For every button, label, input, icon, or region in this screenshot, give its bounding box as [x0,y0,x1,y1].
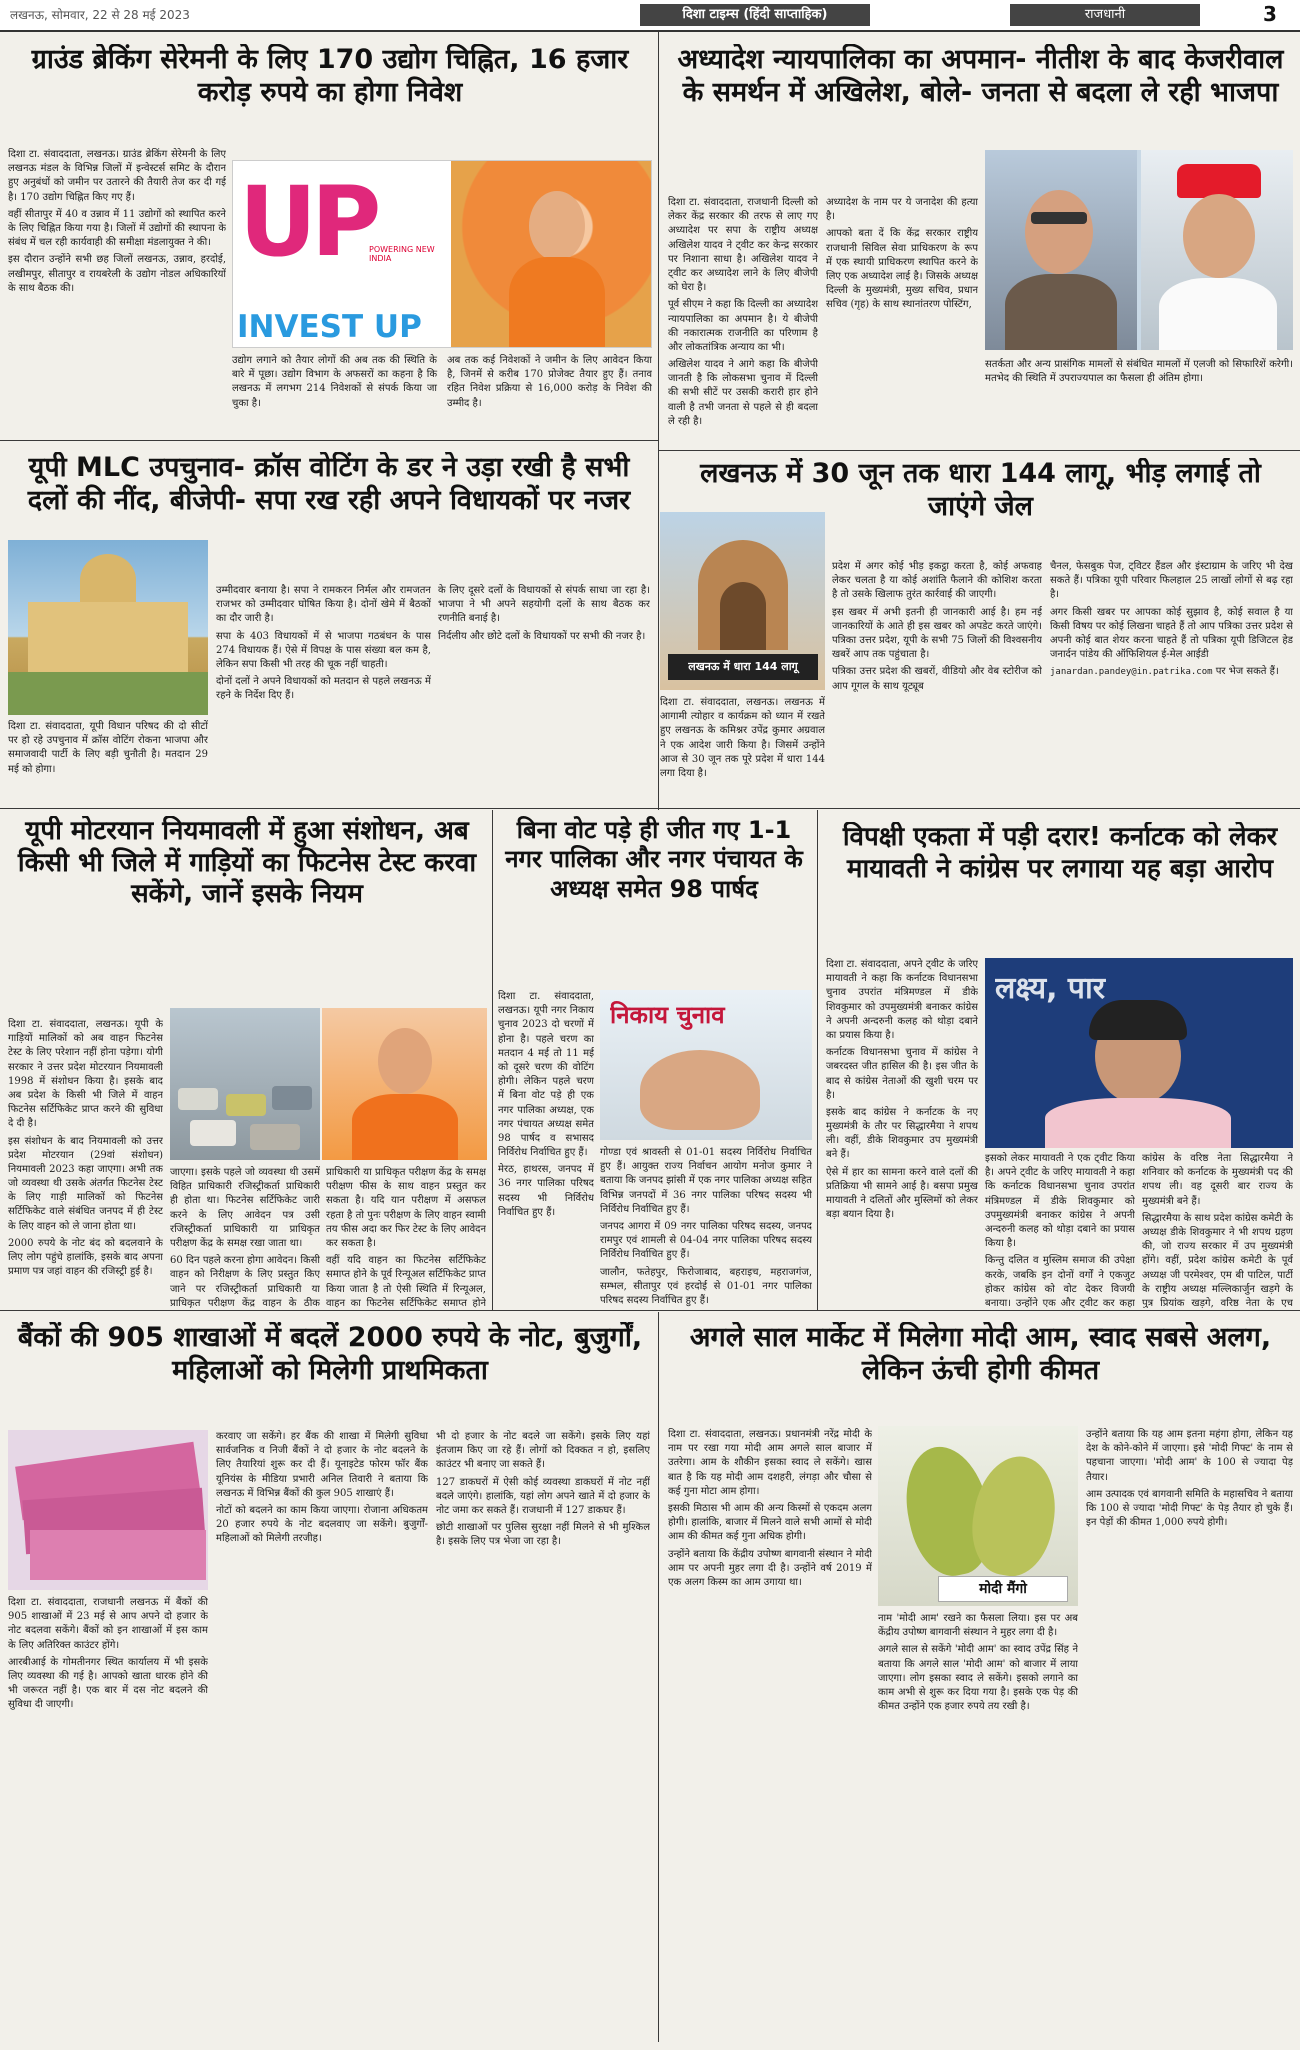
nikay-headline: बिना वोट पड़े ही जीत गए 1-1 नगर पालिका और नगर पंचायत के अध्यक्ष समेत 98 पार्षद [505,816,803,903]
nikay-body-col1: दिशा टा. संवाददाता, लखनऊ। यूपी नगर निकाय चुनाव 2023 दो चरणों में होना है। पहले चरण का मतदान 4 मई तो 11 मई को दूसरे चरण की वोटिंग होगी। लेकिन पहले चरण में बिना वोट पड़े ही एक नगर पालिका अध्यक्ष, एक नगर पंचायत अध्यक्ष समेत 98 पार्षद व सभासद निर्विरोध निर्वाचित हुए हैं। मेरठ, हाथरस, जनपद में 36 नगर पालिका परिषद सदस्य भी निर्विरोध निर्वाचित हुए हैं। [498,991,594,1218]
mlc-body-col1: दिशा टा. संवाददाता, यूपी विधान परिषद की दो सीटों पर हो रहे उपचुनाव में क्रॉस वोटिंग रोकना भाजपा और समाजवादी पार्टी के लिए बड़ी चुनौती है। मतदान 29 मई को होगा। [8,721,208,775]
page-header [0,0,1300,32]
invest-body-col1: दिशा टा. संवाददाता, लखनऊ। ग्राउंड ब्रेकिंग सेरेमनी के लिए लखनऊ मंडल के विभिन्न जिलों में इन्वेस्टर्स समिट के दौरान हुए अनुबंधों को जमीन पर उतारने की तैयारी तेज कर दी गई है। 170 उद्योग चिह्नित किए गए हैं। वहीं सीतापुर में 40 व उन्नाव में 11 उद्योगों को स्थापित करने के लिए चिह्नित किया गया है। जिलों में उद्योगों की स्थापना के संबंध में चल रही कार्यवाही की समीक्षा मंडलायुक्त ने की। इस दौरान उन्होंने सभी छह जिलों लखनऊ, उन्नाव, हरदोई, लखीमपुर, सीतापुर व रायबरेली के उद्योग नोडल अधिकारियों के साथ बैठक की। [8,149,226,294]
invest-up-wordmark: INVEST UP [237,309,422,345]
motor-headline: यूपी मोटरयान नियमावली में हुआ संशोधन, अब किसी भी जिले में गाड़ियों का फिटनेस टेस्ट करवा सकेंगे, जानें इसके नियम [17,816,477,910]
dateline-strip: लखनऊ, सोमवार, 22 से 28 मई 2023 [10,8,190,22]
kejriwal-akhilesh-photo [985,150,1293,350]
page-number: 3 [1263,2,1277,26]
mango-body-col1: दिशा टा. संवाददाता, लखनऊ। प्रधानमंत्री नरेंद्र मोदी के नाम पर रखा गया मोदी आम अगले साल बाजार में उतरेगा। आम के शौकीन इसका स्वाद ले सकेंगे। खास बात है कि यह मोदी आम दशहरी, लंगड़ा और चौसा से कई गुना मोटा आम होगा। इसकी मिठास भी आम की अन्य किस्मों से एकदम अलग होगी। हालांकि, बाजार में मिलने वाले सभी आमों से मोदी आम की कीमत कई गुना अधिक होगी। उन्होंने बताया कि केंद्रीय उपोष्ण बागवानी संस्थान ने मोदी आम पर अपनी मुहर लगा दी है। उन्होंने वर्ष 2019 में एक अलग किस्म का आम उगाया था। [668,1429,872,1588]
section-box [1010,4,1200,26]
invest-headline: ग्राउंड ब्रेकिंग सेरेमनी के लिए 170 उद्योग चिह्नित, 16 हजार करोड़ रुपये का होगा निवेश [31,44,629,108]
section-title: राजधानी [1084,7,1126,22]
bank-body-col3: भी दो हजार के नोट बदले जा सकेंगे। इसके लिए यहां इंतजाम किए जा रहे हैं। लोगों को दिक्कत न हो, इसलिए काउंटर भी बनाए जा सकते हैं। 127 डाकघरों में ऐसी कोई व्यवस्था डाकघरों में नोट नहीं बदले जाएंगे। हालांकि, यहां लोग अपने खाते में दो हजार के नोट जमा कर सकते हैं। राजधानी में 127 डाकघर हैं। छोटी शाखाओं पर पुलिस सुरक्षा नहीं मिलने से भी मुश्किल है। इसके लिए पत्र भेजा जा रहा है। [436,1431,650,1548]
mayawati-photo [985,958,1293,1148]
divider-mid-center [658,450,659,810]
modi-mango-photo [878,1426,1078,1606]
akhilesh-body-col2: अध्यादेश के नाम पर ये जनादेश की हत्या है। आपको बता दें कि केंद्र सरकार राष्ट्रीय राजधानी सिविल सेवा प्राधिकरण के रूप में एक स्थायी प्राधिकरण स्थापित करने के लिए एक अध्यादेश लाई है। जिसके अध्यक्ष दिल्ली के मुख्यमंत्री, मुख्य सचिव, प्रधान सचिव (गृह) के साथ स्थानांतरण पोस्टिंग, [826,197,978,311]
nikay-photo-text: निकाय चुनाव [610,1001,725,1029]
section144-headline: लखनऊ में 30 जून तक धारा 144 लागू, भीड़ लगाई तो जाएंगे जेल [700,458,1261,522]
mango-body-col2: नाम 'मोदी आम' रखने का फैसला लिया। इस पर अब केंद्रीय उपोष्ण बागवानी संस्थान ने मुहर लगा दी है। अगले साल से सकेंगे 'मोदी आम' का स्वाद उपेंद्र सिंह ने बताया कि अगले साल 'मोदी आम' को बाजार में लाया जाएगा। लोग इसका स्वाद ले सकेंगे। इसको लगाने का काम अभी से शुरू कर दिया गया है। इसके एक पेड़ की कीमत उन्होंने एक हजार रुपये तय रखी है। [878,1613,1078,1713]
traffic-photo [170,1008,320,1160]
divider-row2 [0,808,1300,809]
mango-body-col3: उन्होंने बताया कि यह आम इतना महंगा होगा, लेकिन यह देश के कोने-कोने में जाएगा। इसे 'मोदी गिफ्ट' के नाम से पहचाना जाएगा। 'मोदी आम' के 100 से ज्यादा पेड़ तैयार। आम उत्पादक एवं बागवानी समिति के महासचिव ने बताया कि 100 से ज्यादा 'मोदी गिफ्ट' के पेड़ तैयार हो चुके हैं। इन पेड़ों की कीमत 1,000 रुपये होगी। [1086,1429,1293,1529]
mayawati-body-col3: कांग्रेस के वरिष्ठ नेता सिद्धारमैया ने शनिवार को कर्नाटक के मुख्यमंत्री पद की शपथ ली। वह दूसरी बार राज्य के मुख्यमंत्री बने हैं। सिद्धारमैया के साथ प्रदेश कांग्रेस कमेटी के अध्यक्ष डीके शिवकुमार ने भी शपथ ग्रहण की, जो राज्य सरकार में उप मुख्यमंत्री होंगे। वहीं, प्रदेश कांग्रेस कमेटी के पूर्व अध्यक्ष जी परमेश्वर, एम बी पाटिल, पार्टी के राष्ट्रीय अध्यक्ष मल्लिकार्जुन खड़गे के पुत्र प्रियांक खड़गे, वरिष्ठ नेता के एच [1142,1153,1293,1308]
section144-photo-caption: लखनऊ में धारा 144 लागू [668,654,818,680]
rumi-darwaza-photo [660,512,825,690]
motor-body-col3: प्राधिकारी या प्राधिकृत परीक्षण केंद्र के समक्ष परीक्षण फीस के साथ वाहन प्रस्तुत कर सकता है। यदि यान परीक्षण में असफल रहता है तो पुनः परीक्षण के लिए वाहन स्वामी तय फीस अदा कर फिर टेस्ट के लिए आवेदन कर सकता है। वहीं यदि वाहन का फिटनेस सर्टिफिकेट समाप्त होने के पूर्व रिन्यूअल सर्टिफिकेट प्राप्त किया जाता है तो ऐसी स्थिति में रिन्यूअल, वाहन का फिटनेस सर्टिफिकेट समाप्त होने [326,1167,486,1308]
divider-row1 [0,440,658,441]
mlc-body-col3: के लिए दूसरे दलों के विधायकों से संपर्क साधा जा रहा है। भाजपा ने भी अपने सहयोगी दलों के साथ बैठक कर रणनीति बनाई है। निर्दलीय और छोटे दलों के विधायकों पर सभी की नजर है। [438,585,650,642]
akhilesh-body-col1: दिशा टा. संवाददाता, राजधानी दिल्ली को लेकर केंद्र सरकार की तरफ से लाए गए अध्यादेश पर सपा के राष्ट्रीय अध्यक्ष अखिलेश यादव ने ट्वीट कर केन्द्र सरकार पर निशाना साधा है। अखिलेश यादव ने ट्वीट कर अध्यादेश लाने के लिए बीजेपी को घेरा है। पूर्व सीएम ने कहा कि दिल्ली का अध्यादेश न्यायपालिका का अपमान है। ये बीजेपी की नकारात्मक राजनीति का परिणाम है और लोकतांत्रिक अन्याय का भी। अखिलेश यादव ने आगे कहा कि बीजेपी जानती है कि लोकसभा चुनाव में दिल्ली की सभी सीटें पर उसकी करारी हार होने वाली है तभी जनता से पहले से ही बदला ले रही है। [668,197,818,427]
mlc-headline: यूपी MLC उपचुनाव- क्रॉस वोटिंग के डर ने उड़ा रखी है सभी दलों की नींद, बीजेपी- सपा रख रही अपने विधायकों पर नजर [27,452,631,516]
section144-body-col1: दिशा टा. संवाददाता, लखनऊ। लखनऊ में आगामी त्योहार व कार्यक्रम को ध्यान में रखते हुए लखनऊ के कमिश्नर उपेंद्र कुमार अग्रवाल ने एक आदेश जारी किया है। जिसमें उन्होंने आज से 30 जून तक पूरे प्रदेश में धारा 144 लगा दिया है। [660,697,825,779]
mayawati-body-col2: इसको लेकर मायावती ने एक ट्वीट किया है। अपने ट्वीट के जरिए मायावती ने कहा कि कर्नाटक विधानसभा चुनाव उपरांत मंत्रिमण्डल में डीके शिवकुमार को उपमुख्यमंत्री बनाकर कांग्रेस ने अपनी अन्दरुनी कलह को थोड़ा दबाने का प्रयास किया है। किन्तु दलित व मुस्लिम समाज की उपेक्षा करके, जबकि इन दोनों वर्गों ने एकजुट होकर कांग्रेस को वोट देकर विजयी बनाया। उन्होंने एक और ट्वीट कर कहा [985,1153,1135,1308]
mango-headline: अगले साल मार्केट में मिलेगा मोदी आम, स्वाद सबसे अलग, लेकिन ऊंची होगी कीमत [689,1322,1272,1386]
masthead-box [640,4,870,26]
mayawati-body-col1: दिशा टा. संवाददाता, अपने ट्वीट के जरिए मायावती ने कहा कि कर्नाटक विधानसभा चुनाव उपरांत मंत्रिमण्डल में डीके शिवकुमार को उपमुख्यमंत्री बनाकर कांग्रेस ने अपनी अन्दरुनी कलह को थोड़ा दबाने का प्रयास किया है। कर्नाटक विधानसभा चुनाव में कांग्रेस ने जबरदस्त जीत हासिल की है। इस जीत के बाद से कांग्रेस नेताओं की खुशी चरम पर है। इसके बाद कांग्रेस ने कर्नाटक के नए मुख्यमंत्री के तौर पर सिद्धारमैया ने शपथ ली। वहीं, डीके शिवकुमार उप मुख्यमंत्री बने हैं। ऐसे में हार का सामना करने वाले दलों की प्रतिक्रिया भी सामने आई है। बसपा प्रमुख मायावती ने दलितों और मुस्लिमों को लेकर बड़ा बयान दिया है। [826,959,978,1221]
divider-top-center [658,32,659,452]
invest-up-photo [232,160,652,348]
mayawati-headline: विपक्षी एकता में पड़ी दरार! कर्नाटक को लेकर मायावती ने कांग्रेस पर लगाया यह बड़ा आरोप [842,822,1278,884]
invest-up-logo [239,167,439,307]
akhilesh-body-col3: सतर्कता और अन्य प्रासंगिक मामलों से संबंधित मामलों में एलजी को सिफारिशें करेगी। मतभेद की स्थिति में उपराज्यपाल का फैसला ही अंतिम होगा। [985,359,1293,385]
divider-row3 [0,1310,1300,1311]
akhilesh-portrait [1141,150,1293,350]
currency-notes-photo [8,1430,208,1590]
up-logo-text: UP [239,167,376,278]
vidhan-bhavan-photo [8,540,208,715]
nikay-body-col2: गोण्डा एवं श्रावस्ती से 01-01 सदस्य निर्विरोध निर्वाचित हुए हैं। आयुक्त राज्य निर्वाचन आयोग मनोज कुमार ने बताया कि जनपद झांसी में एक नगर पालिका अध्यक्ष सहित विभिन्न जनपदों में 36 नगर पालिका परिषद सदस्य भी निर्विरोध निर्वाचित हुए हैं। जनपद आगरा में 09 नगर पालिका परिषद सदस्य, जनपद रामपुर एवं शामली से 04-04 नगर पालिका परिषद सदस्य निर्विरोध निर्वाचित हुए हैं। जालौन, फतेहपुर, फिरोजाबाद, बहराइच, महराजगंज, सम्भल, सीतापुर एवं हरदोई से 01-01 नगर पालिका परिषद सदस्य निर्वाचित हुए हैं। [600,1147,812,1306]
contact-email[interactable]: janardan.pandey@in.patrika.com [1050,667,1213,678]
divider-motor-nikay [492,810,493,1310]
divider-nikay-maya [817,810,818,1310]
yogi-portrait [451,161,652,348]
divider-row1-right [659,450,1300,451]
mayawati-photo-backdrop-text: लक्ष्य, पार [995,971,1106,1006]
powering-text: POWERING NEW INDIA [369,245,435,263]
divider-bottom-center [658,1312,659,2042]
yogi-photo-motor [322,1008,487,1160]
nikay-photo [600,990,812,1140]
akhilesh-headline: अध्यादेश न्यायपालिका का अपमान- नीतीश के बाद केजरीवाल के समर्थन में अखिलेश, बोले- जनता से बदला ले रही भाजपा [677,44,1284,108]
bank-body-col1: दिशा टा. संवाददाता, राजधानी लखनऊ में बैंकों की 905 शाखाओं में 23 मई से आप अपने दो हजार के नोट बदलवा सकेंगे। बैंकों को इन शाखाओं में इस काम के लिए अतिरिक्त काउंटर होंगे। आरबीआई के गोमतीनगर स्थित कार्यालय में भी इसके लिए व्यवस्था की गई है। आपको खाता धारक होने की भी जरूरत नहीं है। एक बार में दस नोट बदलने की सुविधा दी जाएगी। [8,1597,208,1711]
masthead-title: दिशा टाइम्स (हिंदी साप्ताहिक) [682,7,828,22]
bank-body-col2: करवाए जा सकेंगे। हर बैंक की शाखा में मिलेगी सुविधा सार्वजनिक व निजी बैंकों ने दो हजार के नोट बदलने के लिए तैयारियां शुरू कर दी हैं। यूनाइटेड फोरम फॉर बैंक यूनियंस के मीडिया प्रभारी अनिल तिवारी ने बताया कि लखनऊ में विभिन्न बैंकों की कुल 905 शाखाएं हैं। नोटों को बदलने का काम किया जाएगा। रोजाना अधिकतम 20 हजार रुपये के नोट बदलवाए जा सकेंगे। बुजुर्गों-महिलाओं को मिलेगी तरजीह। [216,1431,428,1545]
mlc-body-col2: उम्मीदवार बनाया है। सपा ने रामकरन निर्मल और रामजतन राजभर को उम्मीदवार घोषित किया है। दोनों खेमे में बैठकों का दौर जारी है। सपा के 403 विधायकों में से भाजपा गठबंधन के पास 274 विधायक हैं। ऐसे में विपक्ष के पास संख्या बल कम है, लेकिन सपा किसी भी तरह की चूक नहीं चाहती। दोनों दलों ने अपने विधायकों को मतदान से पहले लखनऊ में रहने के निर्देश दिए हैं। [216,585,431,702]
section144-body-col3: चैनल, फेसबुक पेज, ट्विटर हैंडल और इंस्टाग्राम के जरिए भी देख सकते हैं। पत्रिका यूपी परिवार फिलहाल 25 लाखों लोगों से बढ़ रहा है। अगर किसी खबर पर आपका कोई सुझाव है, कोई सवाल है या किसी विषय पर कोई लिखना चाहते हैं तो आप पत्रिका उत्तर प्रदेश से अपनी कोई बात शेयर करना चाहते हैं तो पत्रिका यूपी डिजिटल हेड जनार्दन पांडेय की ऑफिशियल ई-मेल आईडी janardan.pandey@in.patrika.com पर भेज सकते हैं। [1050,561,1293,678]
bank-headline: बैंकों की 905 शाखाओं में बदलें 2000 रुपये के नोट, बुजुर्गों, महिलाओं को मिलेगी प्राथमिकता [17,1322,643,1386]
motor-body-col2: जाएगा। इसके पहले जो व्यवस्था थी उसमें विहित प्राधिकारी रजिस्ट्रीकर्ता प्राधिकारी ही होता था। फिटनेस सर्टिफिकेट जारी करने के लिए आवेदन पत्र उसी रजिस्ट्रीकर्ता प्राधिकारी या प्राधिकृत परीक्षण केंद्र के समक्ष रखा जाता था। 60 दिन पहले करना होगा आवेदन। किसी वाहन को निरीक्षण के लिए प्रस्तुत किए जाने पर रजिस्ट्रीकर्ता प्राधिकारी या प्राधिकृत परीक्षण केंद्र वाहन के ठीक [170,1167,320,1308]
motor-body-col1: दिशा टा. संवाददाता, लखनऊ। यूपी के गाड़ियों मालिकों को अब वाहन फिटनेस टेस्ट के लिए परेशान नहीं होना पड़ेगा। योगी सरकार ने उत्तर प्रदेश मोटरयान नियमावली 1998 में संशोधन किया है। इसके बाद अब प्रदेश के किसी भी जिले में वाहन फिटनेस सर्टिफिकेट प्राप्त करने की सुविधा दे दी है। इस संशोधन के बाद नियमावली को उत्तर प्रदेश मोटरयान (29वां संशोधन) नियमावली 2023 कहा जाएगा। अभी तक जो व्यवस्था थी उसके अंतर्गत फिटनेस टेस्ट के लिए गाड़ी मालिकों को फिटनेस सर्टिफिकेट वाले संबंधित जनपद में ही टेस्ट के लिए वाहन को ले जाना होता था। 2000 रुपये के नोट बंद को बदलवाने के लिए लोग पहुंचे हालांकि, इसके बाद अपना प्रमाण पत्र जहां वाहन की रजिस्ट्री हुई है। [8,1019,163,1278]
kejriwal-portrait [985,150,1137,350]
section144-body-col2: प्रदेश में अगर कोई भीड़ इकट्ठा करता है, कोई अफवाह लेकर चलता है या कोई अशांति फैलाने की कोशिश करता है तो उसके खिलाफ तुरंत कार्रवाई की जाएगी। इस खबर में अभी इतनी ही जानकारी आई है। हम नई जानकारियों के आते ही इस खबर को अपडेट करते जाएंगे। पत्रिका उत्तर प्रदेश, यूपी के सभी 75 जिलों की विश्वसनीय खबरें आप तक पहुंचाता है। पत्रिका उत्तर प्रदेश की खबरों, वीडियो और वेब स्टोरीज को आप गूगल के साथ यूट्यूब [832,561,1042,692]
invest-body-col2: उद्योग लगाने को तैयार लोगों की अब तक की स्थिति के बारे में पूछा। उद्योग विभाग के अफसरों का कहना है कि लखनऊ में लगभग 214 निवेशकों से संपर्क किया जा चुका है। अब तक कई निवेशकों ने जमीन के लिए आवेदन किया है, जिनमें से करीब 170 प्रोजेक्ट तैयार हुए हैं। तनाव रहित निवेश प्रक्रिया से 16,000 करोड़ के निवेश की उम्मीद है। [232,355,652,409]
modi-mango-label: मोदी मैंगो [938,1576,1068,1602]
